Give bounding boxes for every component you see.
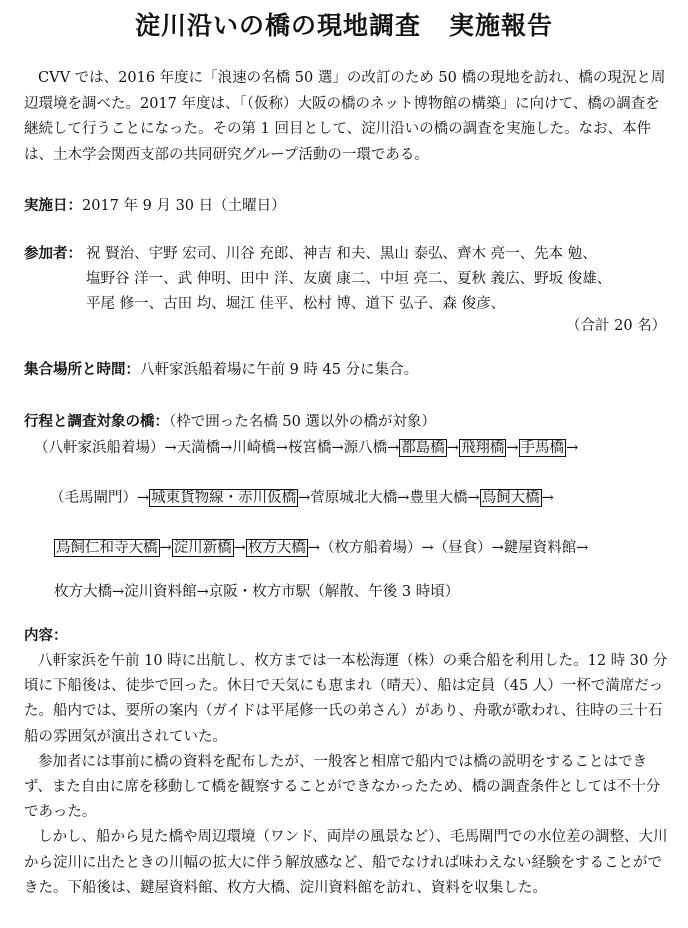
participants-line: 祝 賢治、宇野 宏司、川谷 充郎、神吉 和夫、黒山 泰弘、齊木 亮一、先本 勉、 bbox=[86, 246, 597, 262]
meeting-row bbox=[24, 358, 418, 379]
participants-line: 平尾 修一、古田 均、堀江 佳平、松村 博、道下 弘子、森 俊彦、 bbox=[86, 296, 506, 312]
route-header bbox=[24, 410, 436, 431]
route-note: （枠で囲った名橋 50 選以外の橋が対象） bbox=[169, 414, 436, 430]
meeting-value: 八軒家浜船着場に午前 9 時 45 分に集合。 bbox=[140, 362, 419, 378]
date-label: 実施日： bbox=[24, 198, 82, 214]
route-line bbox=[50, 486, 554, 507]
target-bridge: 鳥飼仁和寺大橋 bbox=[56, 540, 158, 556]
target-bridge: 鳥飼大橋 bbox=[481, 490, 540, 506]
route-segment: 枚方大橋→淀川資料館→京阪・枚方市駅（解散、午後 3 時頃） bbox=[54, 584, 460, 600]
route-segment: → bbox=[159, 540, 172, 556]
target-bridge: 手馬橋 bbox=[520, 440, 565, 456]
contents-paragraph: 参加者には事前に橋の資料を配布したが、一般客と相席で船内では橋の説明をすることはできず、また自由に席を移動して橋を観察することができなかったため、橋の調査条件としては不十分であった。 bbox=[24, 753, 661, 821]
target-bridge: 淀川新橋 bbox=[173, 540, 232, 556]
contents-section bbox=[24, 624, 669, 901]
route-segment: → bbox=[233, 540, 246, 556]
intro-section bbox=[24, 66, 669, 168]
meeting-label: 集合場所と時間： bbox=[24, 362, 140, 378]
title-main: 淀川沿いの橋の現地調査 bbox=[134, 11, 421, 40]
contents-paragraph: しかし、船から見た橋や周辺環境（ワンド、両岸の風景など）、毛馬閘門での水位差の調整、大川から淀川に出たときの川幅の拡大に伴う解放感など、船でなければ味わえない経験をすることができた。下船後は、鍵屋資料館、枚方大橋、淀川資料館を訪れ、資料を収集した。 bbox=[24, 829, 668, 896]
page-title bbox=[0, 6, 688, 42]
target-bridge: 飛翔橋 bbox=[460, 440, 505, 456]
contents-body bbox=[24, 649, 669, 901]
route-segment: → bbox=[506, 440, 519, 456]
target-bridge: 枚方大橋 bbox=[247, 540, 306, 556]
route-segment: → bbox=[566, 440, 579, 456]
participants-total: （合計 20 名） bbox=[566, 318, 667, 334]
target-bridge: 城東貨物線・赤川仮橋 bbox=[151, 490, 297, 506]
participants-list bbox=[86, 242, 676, 317]
contents-paragraph: 八軒家浜を午前 10 時に出航し、枚方までは一本松海運（株）の乗合船を利用した。12 時 30 分頃に下船後は、徒歩で回った。休日で天気にも恵まれ（晴天）、船は定員（45 人）一杯で満席だった。船内では、要所の案内（ガイドは平尾修一氏の弟さん）があり、舟歌が歌われ、往時の三十石船の雰囲気が演出されていた。 bbox=[24, 653, 668, 745]
route-line bbox=[54, 536, 588, 557]
participants-label: 参加者： bbox=[24, 246, 82, 262]
route-segment: （毛馬閘門）→ bbox=[50, 490, 150, 506]
contents-label: 内容： bbox=[24, 628, 68, 644]
title-sub: 実施報告 bbox=[449, 11, 554, 40]
route-segment: → bbox=[446, 440, 459, 456]
route-segment: →菅原城北大橋→豊里大橋→ bbox=[298, 490, 480, 506]
route-label: 行程と調査対象の橋： bbox=[24, 414, 169, 430]
participants-line: 塩野谷 洋一、武 伸明、田中 洋、友廣 康二、中垣 亮二、夏秋 義広、野坂 俊雄、 bbox=[86, 271, 612, 287]
route-line bbox=[54, 580, 459, 601]
route-segment: →（枚方船着場）→（昼食）→鍵屋資料館→ bbox=[307, 540, 589, 556]
intro-paragraph: CVV では、2016 年度に「浪速の名橋 50 選」の改訂のため 50 橋の現地を訪れ、橋の現況と周辺環境を調べた。2017 年度は、「（仮称）大阪の橋のネット博物館の構築」に向けて、橋の調査を継続して行うことになった。その第 1 回目として、淀川沿いの橋の調査を実施した。なお、本件は、土木学会関西支部の共同研究グループ活動の一環である。 bbox=[24, 70, 666, 163]
target-bridge: 都島橋 bbox=[401, 440, 445, 456]
participants-section bbox=[24, 242, 674, 312]
route-segment: → bbox=[541, 490, 554, 506]
route-segment: （八軒家浜船着場）→天満橋→川崎橋→桜宮橋→源八橋→ bbox=[34, 440, 400, 456]
date-value: 2017 年 9 月 30 日（土曜日） bbox=[82, 198, 286, 214]
date-row bbox=[24, 194, 286, 215]
route-line bbox=[34, 436, 578, 457]
